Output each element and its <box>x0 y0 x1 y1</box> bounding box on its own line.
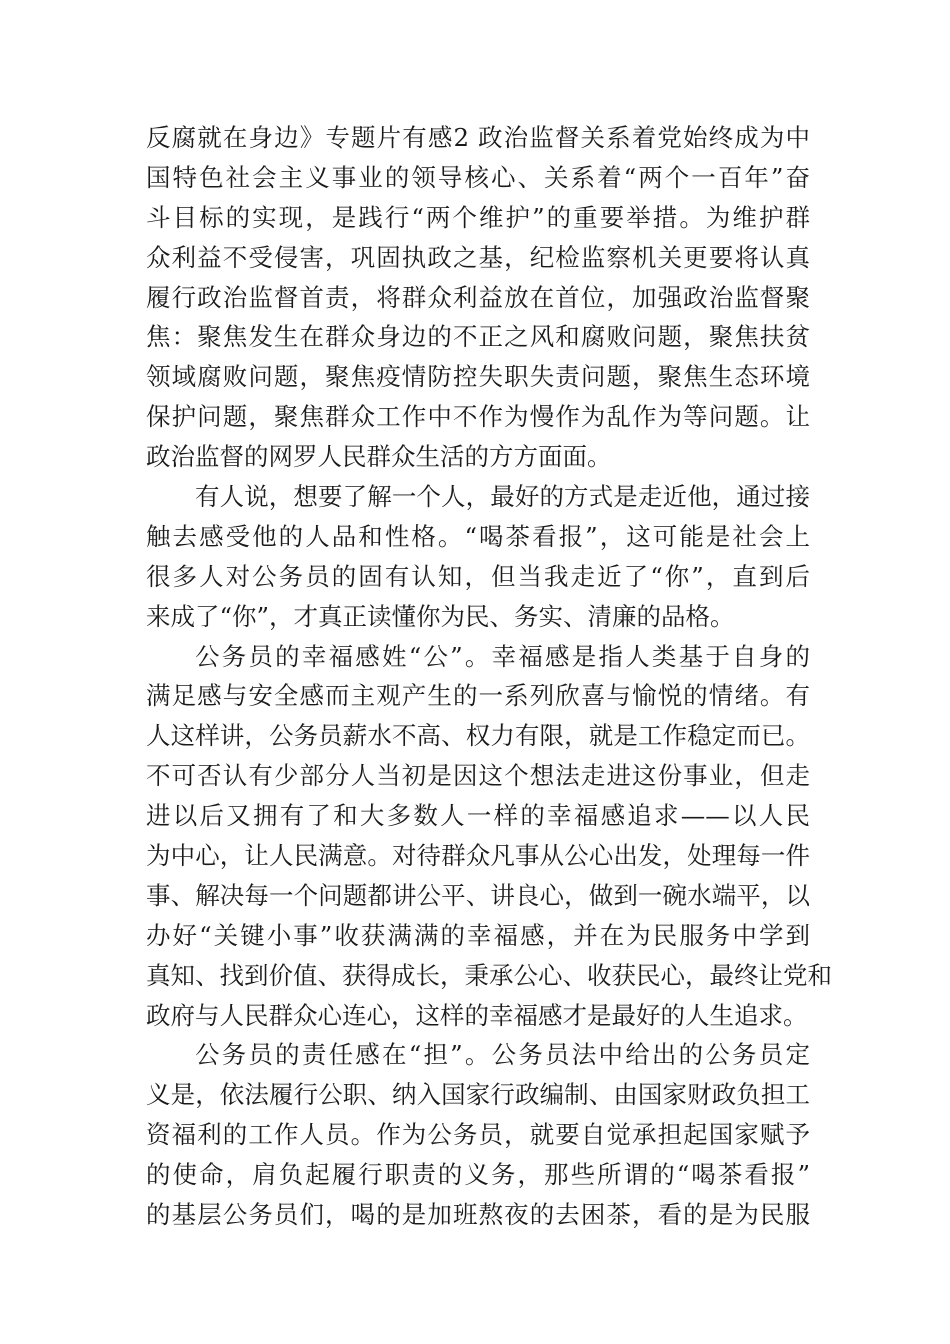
text-line: 领域腐败问题，聚焦疫情防控失职失责问题，聚焦生态环境 <box>146 362 810 392</box>
text-line: 反腐就在身边》专题片有感2 政治监督关系着党始终成为中 <box>146 123 810 152</box>
text-line: 公务员的幸福感姓“公”。幸福感是指人类基于自身的 <box>195 641 810 671</box>
text-line: 真知、找到价值、获得成长，秉承公心、收获民心，最终让党和 <box>146 960 832 990</box>
text-line: 为中心，让人民满意。对待群众凡事从公心出发，处理每一件 <box>146 841 810 871</box>
text-line: 国特色社会主义事业的领导核心、关系着“两个一百年”奋 <box>146 162 810 192</box>
text-line: 事、解决每一个问题都讲公平、讲良心，做到一碗水端平，以 <box>146 880 810 910</box>
body-text <box>146 118 832 1235</box>
paragraph <box>146 477 810 637</box>
text-line: 义是，依法履行公职、纳入国家行政编制、由国家财政负担工 <box>146 1080 810 1110</box>
text-line: 来成了“你”，才真正读懂你为民、务实、清廉的品格。 <box>146 601 735 631</box>
text-line: 政治监督的网罗人民群众生活的方方面面。 <box>146 442 612 472</box>
text-line: 进以后又拥有了和大多数人一样的幸福感追求——以人民 <box>146 801 810 831</box>
text-line: 保护问题，聚焦群众工作中不作为慢作为乱作为等问题。让 <box>146 402 810 432</box>
text-line: 办好“关键小事”收获满满的幸福感，并在为民服务中学到 <box>146 920 810 950</box>
text-line: 公务员的责任感在“担”。公务员法中给出的公务员定 <box>195 1040 810 1070</box>
text-line: 不可否认有少部分人当初是因这个想法走进这份事业，但走 <box>146 761 810 791</box>
text-line: 众利益不受侵害，巩固执政之基，纪检监察机关更要将认真 <box>146 242 810 272</box>
text-line: 政府与人民群众心连心，这样的幸福感才是最好的人生追求。 <box>146 1000 808 1030</box>
text-line: 很多人对公务员的固有认知，但当我走近了“你”，直到后 <box>146 561 810 591</box>
text-line: 焦：聚焦发生在群众身边的不正之风和腐败问题，聚焦扶贫 <box>146 322 810 352</box>
text-line: 人这样讲，公务员薪水不高、权力有限，就是工作稳定而已。 <box>146 721 810 751</box>
paragraph <box>146 1035 810 1234</box>
text-line: 有人说，想要了解一个人，最好的方式是走近他，通过接 <box>195 482 810 512</box>
text-line: 触去感受他的人品和性格。“喝茶看报”，这可能是社会上 <box>146 521 810 551</box>
text-line: 的使命，肩负起履行职责的义务，那些所谓的“喝茶看报” <box>146 1160 810 1190</box>
text-line: 的基层公务员们，喝的是加班熬夜的去困茶，看的是为民服 <box>146 1200 810 1230</box>
text-line: 履行政治监督首责，将群众利益放在首位，加强政治监督聚 <box>146 282 810 312</box>
paragraph <box>146 118 810 477</box>
text-line: 资福利的工作人员。作为公务员，就要自觉承担起国家赋予 <box>146 1120 810 1150</box>
text-line: 满足感与安全感而主观产生的一系列欣喜与愉悦的情绪。有 <box>146 681 810 711</box>
text-line: 斗目标的实现，是践行“两个维护”的重要举措。为维护群 <box>146 202 810 232</box>
paragraph <box>146 637 832 1036</box>
